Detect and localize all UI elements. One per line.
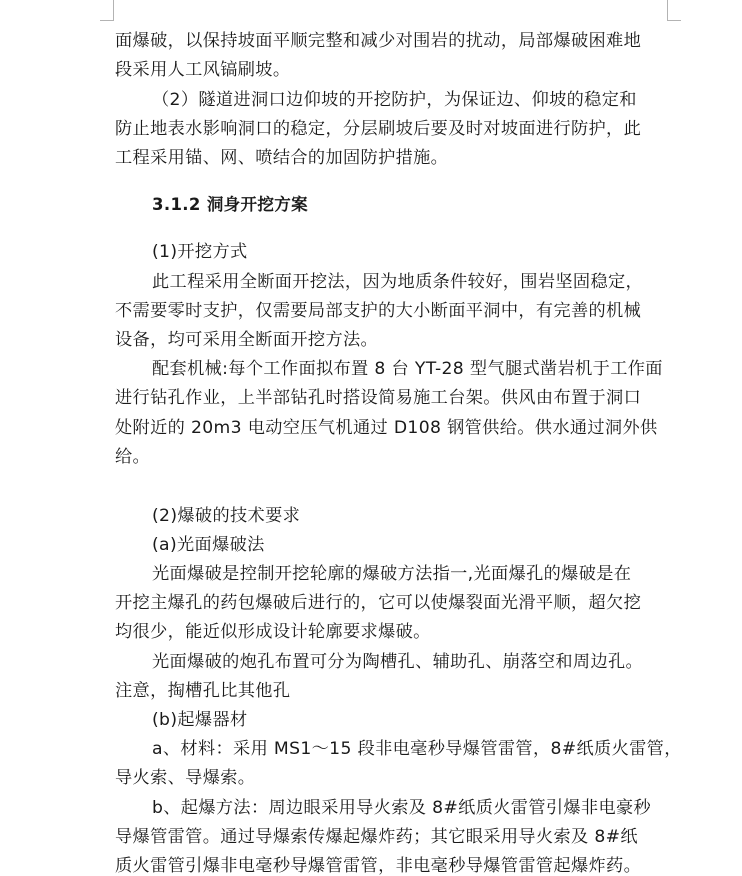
- paragraph-line: （2）隧道进洞口边仰坡的开挖防护，为保证边、仰坡的稳定和: [152, 90, 637, 110]
- margin-marker-right: [667, 0, 668, 20]
- subsection-heading: (1)开挖方式: [152, 242, 248, 262]
- paragraph-line: 光面爆破的炮孔布置可分为陶槽孔、辅助孔、崩落空和周边孔。: [152, 652, 644, 672]
- paragraph-line: 导火索、导爆索。: [115, 768, 256, 788]
- paragraph-line: 光面爆破是控制开挖轮廓的爆破方法指一,光面爆孔的爆破是在: [152, 564, 632, 584]
- margin-marker-right-horizontal: [667, 20, 681, 21]
- margin-marker-left: [113, 0, 114, 20]
- margin-marker-left-horizontal: [100, 20, 114, 21]
- paragraph-line: 设备，均可采用全断面开挖方法。: [115, 330, 379, 350]
- paragraph-line: 均很少，能近似形成设计轮廓要求爆破。: [115, 622, 431, 642]
- paragraph-line: 防止地表水影响洞口的稳定，分层刷坡后要及时对坡面进行防护，此: [115, 119, 642, 139]
- paragraph-line: 处附近的 20m3 电动空压气机通过 D108 钢管供给。供水通过洞外供: [115, 418, 658, 438]
- subsection-heading: (2)爆破的技术要求: [152, 506, 301, 526]
- subsection-heading: (b)起爆器材: [152, 710, 248, 730]
- paragraph-line: 开挖主爆孔的药包爆破后进行的，它可以使爆裂面光滑平顺，超欠挖: [115, 593, 642, 613]
- paragraph-line: 给。: [115, 447, 151, 467]
- paragraph-line: a、材料：采用 MS1～15 段非电毫秒导爆管雷管，8#纸质火雷管，: [152, 739, 682, 759]
- paragraph-line: 面爆破，以保持坡面平顺完整和减少对围岩的扰动，局部爆破困难地: [115, 31, 642, 51]
- paragraph-line: 注意，掏槽孔比其他孔: [115, 681, 291, 701]
- paragraph-line: 导爆管雷管。通过导爆索传爆起爆炸药；其它眼采用导火索及 8#纸: [115, 827, 638, 847]
- subsection-heading: (a)光面爆破法: [152, 535, 265, 555]
- paragraph-line: 配套机械:每个工作面拟布置 8 台 YT-28 型气腿式凿岩机于工作面: [152, 359, 663, 379]
- paragraph-line: 工程采用锚、网、喷结合的加固防护措施。: [115, 148, 449, 168]
- section-heading: 3.1.2 洞身开挖方案: [152, 195, 308, 214]
- paragraph-line: 不需要零时支护，仅需要局部支护的大小断面平洞中，有完善的机械: [115, 301, 642, 321]
- paragraph-line: 进行钻孔作业，上半部钻孔时搭设简易施工台架。供风由布置于洞口: [115, 388, 642, 408]
- paragraph-line: 质火雷管引爆非电毫秒导爆管雷管，非电毫秒导爆管雷管起爆炸药。: [115, 856, 642, 876]
- paragraph-line: b、起爆方法：周边眼采用导火索及 8#纸质火雷管引爆非电豪秒: [152, 798, 652, 818]
- paragraph-line: 段采用人工风镐刷坡。: [115, 60, 291, 80]
- paragraph-line: 此工程采用全断面开挖法，因为地质条件较好，围岩坚固稳定，: [152, 272, 644, 292]
